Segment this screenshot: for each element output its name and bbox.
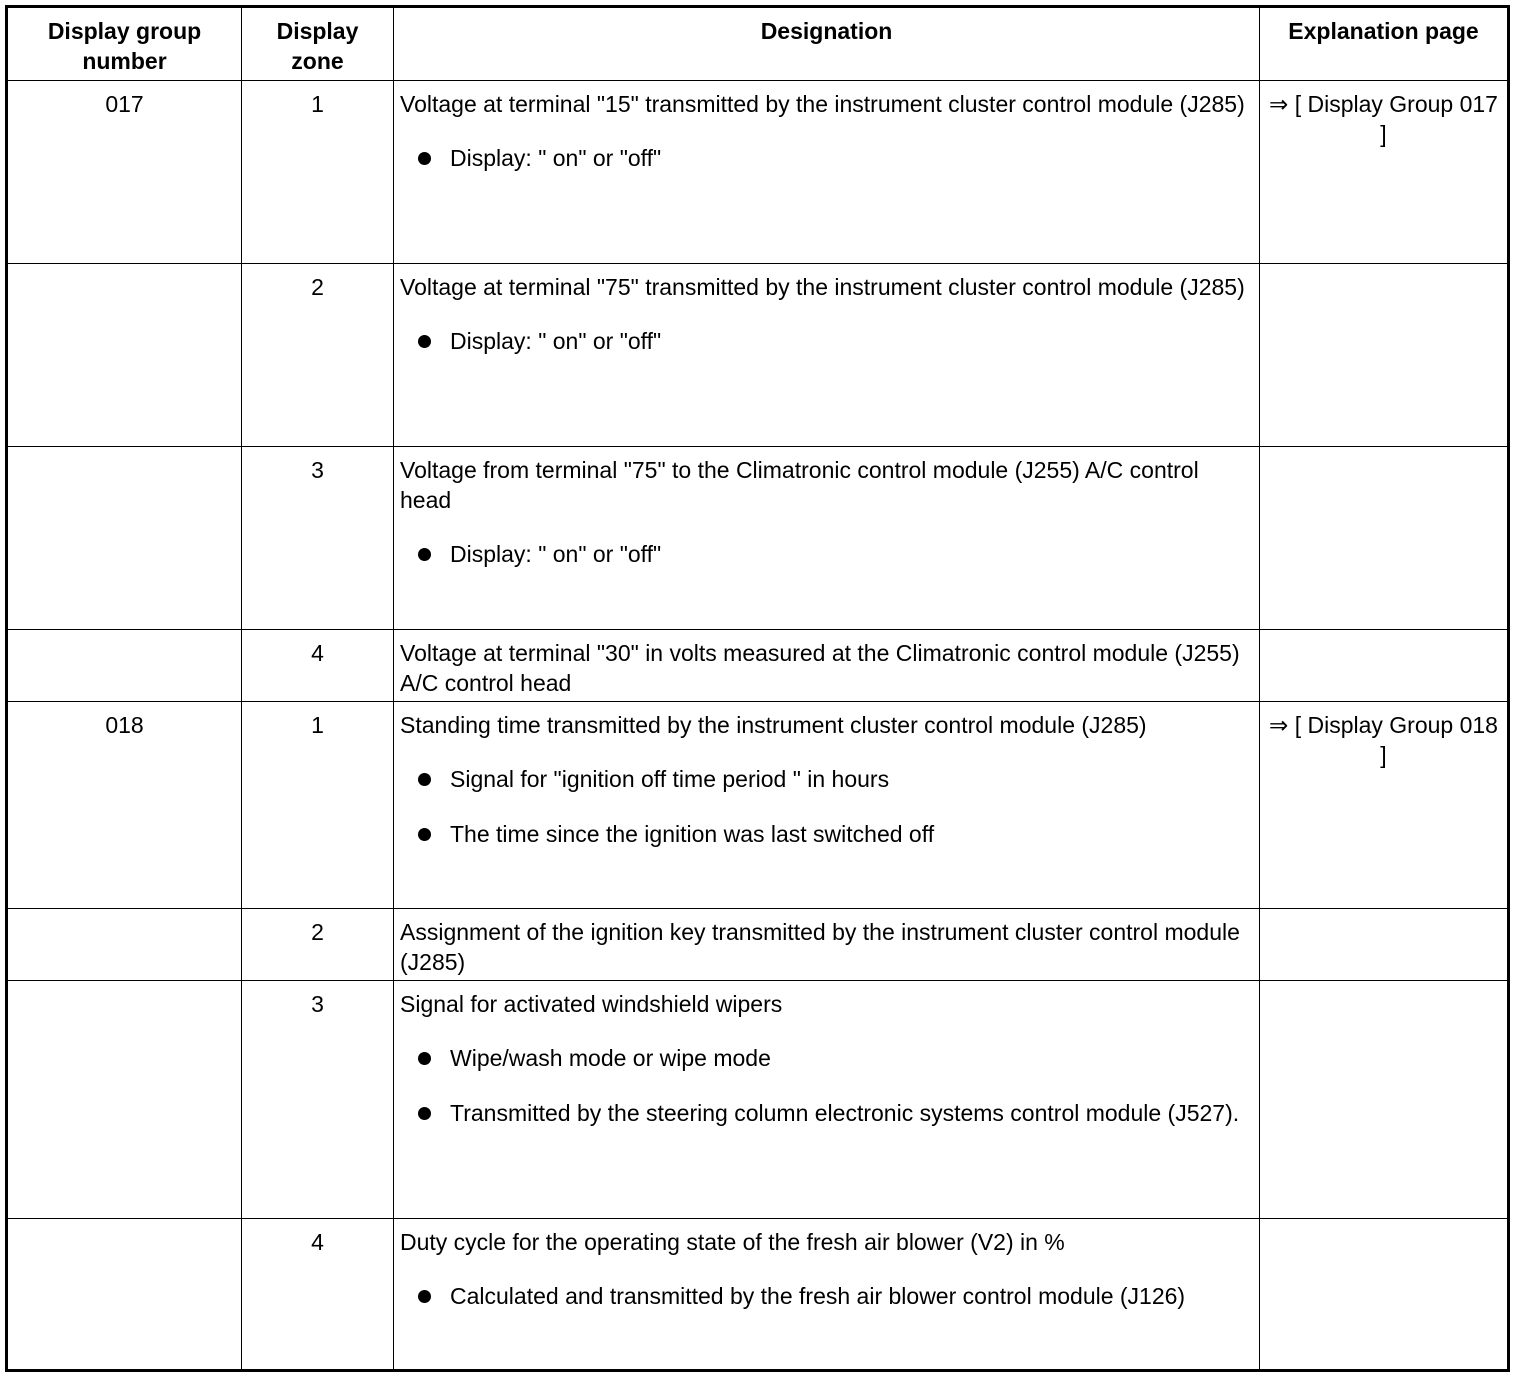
zone-cell: 4 — [242, 1219, 394, 1371]
group-number-cell: 018 — [7, 702, 242, 909]
explanation-cell — [1260, 447, 1509, 630]
zone-cell: 3 — [242, 447, 394, 630]
bullet-item — [400, 539, 1253, 569]
designation-text: Voltage from terminal "75" to the Climatronic control module (J255) A/C control head — [400, 457, 1199, 513]
zone-cell: 1 — [242, 702, 394, 909]
bullet-list — [400, 764, 1253, 849]
bullet-item — [400, 1098, 1253, 1128]
bullet-text: Wipe/wash mode or wipe mode — [450, 1045, 771, 1071]
bullet-text: Display: " on" or "off" — [450, 145, 662, 171]
table-row — [7, 81, 1509, 264]
designation-text: Voltage at terminal "30" in volts measured at the Climatronic control module (J255) A/C control head — [400, 640, 1240, 696]
table-row — [7, 264, 1509, 447]
bullet-list — [400, 1043, 1253, 1128]
zone-cell: 2 — [242, 909, 394, 981]
table-row — [7, 981, 1509, 1219]
bullet-list — [400, 1281, 1253, 1311]
bullet-text: Display: " on" or "off" — [450, 328, 662, 354]
designation-cell — [394, 81, 1260, 264]
zone-cell: 4 — [242, 630, 394, 702]
table-row — [7, 1219, 1509, 1371]
bullet-dot-icon — [418, 828, 431, 841]
table-row — [7, 909, 1509, 981]
bullet-text: Transmitted by the steering column electronic systems control module (J527). — [450, 1100, 1240, 1126]
designation-text: Voltage at terminal "75" transmitted by the instrument cluster control module (J285) — [400, 274, 1245, 300]
bullet-item — [400, 764, 1253, 794]
group-number-cell — [7, 447, 242, 630]
table-header-row — [7, 7, 1509, 81]
designation-cell — [394, 981, 1260, 1219]
designation-text: Standing time transmitted by the instrument cluster control module (J285) — [400, 712, 1147, 738]
bullet-dot-icon — [418, 773, 431, 786]
designation-text: Signal for activated windshield wipers — [400, 991, 783, 1017]
explanation-cell — [1260, 630, 1509, 702]
explanation-link[interactable]: ⇒ [ Display Group 017 ] — [1260, 81, 1509, 264]
designation-text: Voltage at terminal "15" transmitted by the instrument cluster control module (J285) — [400, 91, 1245, 117]
zone-cell: 1 — [242, 81, 394, 264]
bullet-item — [400, 1281, 1253, 1311]
display-group-table — [5, 5, 1510, 1372]
bullet-dot-icon — [418, 1107, 431, 1120]
bullet-dot-icon — [418, 1052, 431, 1065]
header-display-group-number: Display group number — [7, 7, 242, 81]
table-row — [7, 447, 1509, 630]
group-number-cell — [7, 264, 242, 447]
header-explanation-page: Explanation page — [1260, 7, 1509, 81]
bullet-text: Display: " on" or "off" — [450, 541, 662, 567]
designation-cell — [394, 1219, 1260, 1371]
designation-text: Assignment of the ignition key transmitted by the instrument cluster control module (J285) — [400, 919, 1240, 975]
designation-cell — [394, 630, 1260, 702]
group-number-cell — [7, 909, 242, 981]
group-number-cell — [7, 1219, 242, 1371]
bullet-item — [400, 326, 1253, 356]
table-row — [7, 702, 1509, 909]
explanation-cell — [1260, 264, 1509, 447]
zone-cell: 2 — [242, 264, 394, 447]
group-number-cell: 017 — [7, 81, 242, 264]
bullet-text: Calculated and transmitted by the fresh air blower control module (J126) — [450, 1283, 1186, 1309]
designation-cell — [394, 264, 1260, 447]
bullet-item — [400, 1043, 1253, 1073]
bullet-list — [400, 326, 1253, 356]
bullet-list — [400, 539, 1253, 569]
designation-text: Duty cycle for the operating state of the fresh air blower (V2) in % — [400, 1229, 1065, 1255]
header-designation: Designation — [394, 7, 1260, 81]
header-display-zone: Display zone — [242, 7, 394, 81]
explanation-cell — [1260, 909, 1509, 981]
bullet-item — [400, 143, 1253, 173]
zone-cell: 3 — [242, 981, 394, 1219]
designation-cell — [394, 909, 1260, 981]
bullet-dot-icon — [418, 1290, 431, 1303]
bullet-text: Signal for "ignition off time period " in hours — [450, 766, 890, 792]
bullet-dot-icon — [418, 548, 431, 561]
group-number-cell — [7, 630, 242, 702]
designation-cell — [394, 447, 1260, 630]
explanation-cell — [1260, 1219, 1509, 1371]
bullet-item — [400, 819, 1253, 849]
bullet-list — [400, 143, 1253, 173]
bullet-dot-icon — [418, 335, 431, 348]
explanation-cell — [1260, 981, 1509, 1219]
bullet-dot-icon — [418, 152, 431, 165]
explanation-link[interactable]: ⇒ [ Display Group 018 ] — [1260, 702, 1509, 909]
bullet-text: The time since the ignition was last switched off — [450, 821, 935, 847]
designation-cell — [394, 702, 1260, 909]
group-number-cell — [7, 981, 242, 1219]
table-row — [7, 630, 1509, 702]
